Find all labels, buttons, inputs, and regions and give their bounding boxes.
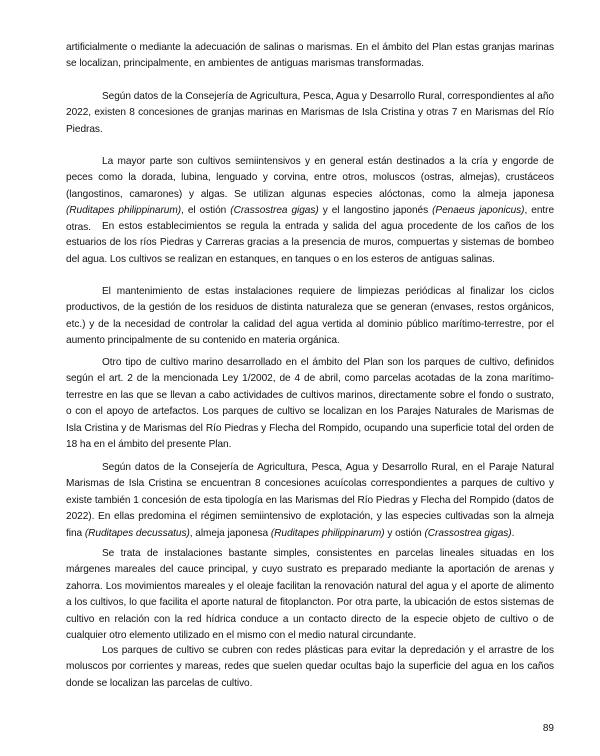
text-run: , almeja japonesa <box>189 527 271 539</box>
paragraph-7 <box>66 460 554 542</box>
paragraph-1 <box>66 40 554 73</box>
species-name: (Ruditapes philippinarum) <box>270 527 385 539</box>
text-run: . <box>511 527 515 539</box>
text-run: Según datos de la Consejería de Agricultura, Pesca, Agua y Desarrollo Rural, correspondientes al año 2022, existen 8 concesiones de granjas marinas en Marismas de Isla Cristina y otras 7 en Marismas del Río Piedras. <box>66 91 554 135</box>
paragraph-2 <box>66 89 554 138</box>
text-run: Según datos de la Consejería de Agricultura, Pesca, Agua y Desarrollo Rural, en el Paraje Natural Marismas de Isla Cristina se encuentran 8 concesiones acuícolas correspondientes a parques de cultivo y existe también 1 concesión de esta tipología en las Marismas del Río Piedras y Flecha del Rompido (datos de 2022). En ellas predomina el régimen semiintensivo de explotación, y las especies cultivadas son la almeja fina <box>66 462 554 539</box>
paragraph-5 <box>66 284 554 350</box>
text-run: El mantenimiento de estas instalaciones requiere de limpiezas periódicas al finalizar los ciclos productivos, de la gestión de los residuos de distinta naturaleza que se generan (envases, restos orgánicos, etc.) y de la necesidad de controlar la calidad del agua vertida al dominio público marítimo-terrestre, por el aumento principalmente de su contenido en materia orgánica. <box>66 286 554 347</box>
paragraph-4 <box>66 219 554 268</box>
page-number: 89 <box>542 723 554 734</box>
paragraph-9 <box>66 643 554 692</box>
species-name: (Penaeus japonicus) <box>432 205 525 217</box>
text-run: La mayor parte son cultivos semiintensivos y en general están destinados a la cría y engorde de peces como la dorada, lubina, lenguado y corvina, entre otros, moluscos (ostras, almejas), crustáceos (langostinos, camarones) y algas. Se utilizan algunas especies alóctonas, como la almeja japonesa <box>66 156 554 200</box>
text-run: Se trata de instalaciones bastante simples, consistentes en parcelas lineales situadas en los márgenes mareales del cauce principal, y cuyo sustrato es preparado mediante la aportación de arenas y zahorra. Los movimientos mareales y el oleaje facilitan la renovación natural del agua y el aporte de alimento a los cultivos, lo que facilita el aporte natural de fitoplancton. Por otra parte, la ubicación de estos sistemas de cultivo en relación con la red hídrica conduce a un contacto directo de la especie objeto de cultivo o de cualquier otro elemento utilizado en el mismo con el medio natural circundante. <box>66 548 554 642</box>
text-run: En estos establecimientos se regula la entrada y salida del agua procedente de los caños de los estuarios de los ríos Piedras y Carreras gracias a la presencia de muros, compuertas y sistemas de bombeo del agua. Los cultivos se realizan en estanques, en tanques o en los esteros de antiguas salinas. <box>66 221 554 265</box>
text-run: Otro tipo de cultivo marino desarrollado en el ámbito del Plan son los parques de cultivo, definidos según el art. 2 de la mencionada Ley 1/2002, de 4 de abril, como parcelas acotadas de la zona marítimo-terrestre en las que se llevan a cabo actividades de cultivos marinos, directamente sobre el fondo o sustrato, o con el apoyo de artefactos. Los parques de cultivo se localizan en los Parajes Naturales de Marismas de Isla Cristina y de Marismas del Río Piedras y Flecha del Rompido, ocupando una superficie total del orden de 18 ha en el ámbito del presente Plan. <box>66 357 554 451</box>
species-name: (Crassostrea gigas) <box>424 527 512 539</box>
text-run: , el ostión <box>181 205 231 217</box>
species-name: (Crassostrea gigas) <box>230 205 319 217</box>
text-run: y el langostino japonés <box>318 205 433 217</box>
text-run: Los parques de cultivo se cubren con redes plásticas para evitar la depredación y el arrastre de los moluscos por corrientes y mareas, redes que suelen quedar ocultas bajo la superficie del agua en los caños donde se localizan las parcelas de cultivo. <box>66 645 554 689</box>
paragraph-8 <box>66 546 554 644</box>
text-run: artificialmente o mediante la adecuación de salinas o marismas. En el ámbito del Plan estas granjas marinas se localizan, principalmente, en ambientes de antiguas marismas transformadas. <box>66 42 554 70</box>
paragraph-6 <box>66 355 554 453</box>
text-run: , entre otras. <box>66 205 555 233</box>
species-name: (Ruditapes philippinarum) <box>66 205 182 217</box>
species-name: (Ruditapes decussatus) <box>84 527 190 539</box>
text-run: y ostión <box>384 527 425 539</box>
